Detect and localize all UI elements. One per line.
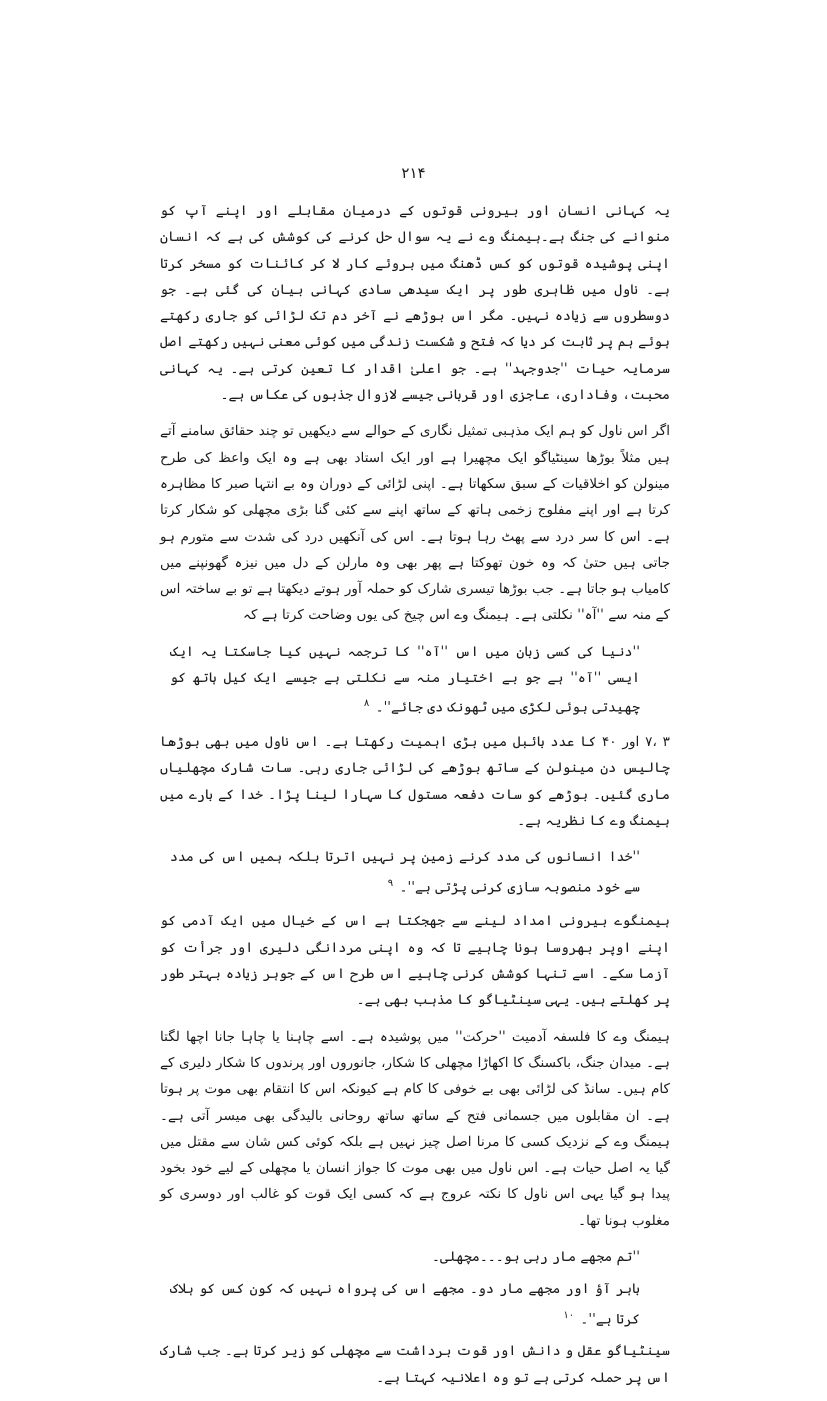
body-text [160, 198, 670, 1401]
footnote-marker: ۹ [387, 877, 394, 889]
block-quote-1 [170, 639, 640, 721]
quote-text: باہر آؤ اور مجھے مار دو۔ مجھے اس کی پرواہ نہیں کہ کون کس کو ہلاک کرتا ہے''۔ [170, 1281, 640, 1328]
page-number: ۲۱۴ [401, 164, 426, 182]
paragraph-1: یہ کہانی انسان اور بیرونی قوتوں کے درمیان مقابلے اور اپنے آپ کو منوانے کی جنگ ہے۔ہیمنگ وے نے یہ سوال حل کرنے کی کوشش کی ہے کہ انسان اپنی پوشیدہ قوتوں کو کس ڈھنگ میں بروئے کار لا کر کائنات کو مسخر کرتا ہے۔ ناول میں ظاہری طور پر ایک سیدھی سادی کہانی بیان کی گئی ہے۔ جو دوسطروں سے زیادہ نہیں۔ مگر اس بوڑھے نے آخر دم تک لڑائی کو جاری رکھتے ہوئے ہم پر ثابت کر دیا کہ فتح و شکست زندگی میں کوئی معنی نہیں رکھتے اصل سرمایہ حیات ''جدوجہد'' ہے۔ جو اعلیٰ اقدار کا تعین کرتی ہے۔ یہ کہانی محبت، وفاداری، عاجزی اور قربانی جیسے لازوال جذبوں کی عکاس ہے۔ [160, 203, 670, 404]
block-quote-2 [170, 844, 640, 900]
footnote-marker: ۱۰ [563, 1309, 575, 1321]
paragraph-4: ہیمنگوے بیرونی امداد لینے سے جھجکتا ہے اس کے خیال میں ایک آدمی کو اپنے اوپر بھروسا ہونا چاہیے تا کہ وہ اپنی مردانگی دلیری اور جرأت کو آزما سکے۔ اسے تنہا کوشش کرنی چاہیے اس طرح اس کے جوہر زیادہ بہتر طور پر کھلتے ہیں۔ یہی سینٹیاگو کا مذہب بھی ہے۔ [160, 913, 670, 1009]
footnote-marker: ۸ [363, 698, 370, 710]
paragraph-final: سینٹیاگو عقل و دانش اور قوت برداشت سے مچھلی کو زیر کرتا ہے۔ جب شارک اس پر حملہ کرتی ہے تو وہ اعلانیہ کہتا ہے۔ [160, 1343, 670, 1386]
quote-text: ''دنیا کی کسی زبان میں اس ''آہ'' کا ترجمہ نہیں کیا جاسکتا یہ ایک ایسی ''آہ'' ہے جو بے اختیار منہ سے نکلتی ہے جیسے ایک کیل ہاتھ کو چھیدتی ہوئی لکڑی میں ٹھونک دی جائے''۔ [170, 643, 640, 716]
paragraph-5: ہیمنگ وے کا فلسفہ آدمیت ''حرکت'' میں پوشیدہ ہے۔ اسے چاہنا یا چاہا جانا اچھا لگتا ہے۔ میدان جنگ، باکسنگ کا اکھاڑا مچھلی کا شکار، جانوروں اور پرندوں کا شکار دلیری کے کام ہیں۔ سانڈ کی لڑائی بھی بے خوفی کا کام ہے کیونکہ اس کا انتقام بھی موت پر ہوتا ہے۔ ان مقابلوں میں جسمانی فتح کے ساتھ ساتھ روحانی بالیدگی بھی میسر آتی ہے۔ ہیمنگ وے کے نزدیک کسی کا مرنا اصل چیز نہیں ہے بلکہ کوئی کس شان سے مقتل میں گیا یہ اصل حیات ہے۔ اس ناول میں بھی موت کا جواز انسان یا مچھلی کے لیے خود بخود پیدا ہو گیا یہی اس ناول کا نکتہ عروج ہے کہ کسی ایک قوت کو غالب اور دوسری کو مغلوب ہونا تھا۔ [160, 1028, 670, 1229]
block-quote-3-line-1: ''تم مجھے مار رہی ہو۔۔۔مچھلی۔ [432, 1249, 640, 1266]
paragraph-2: اگر اس ناول کو ہم ایک مذہبی تمثیل نگاری کے حوالے سے دیکھیں تو چند حقائق سامنے آتے ہیں مثلاً بوڑھا سینٹیاگو ایک مچھیرا ہے اور ایک استاد بھی ہے وہ ایک واعظ کی طرح مینولن کو اخلاقیات کے سبق سکھاتا ہے۔ اپنی لڑائی کے دوران وہ بے انتہا صبر کا مظاہرہ کرتا ہے اور اپنے مفلوج زخمی ہاتھ کے ساتھ اپنے سے کئی گنا بڑی مچھلی کو شکار کرتا ہے۔ اس کا سر درد سے پھٹ رہا ہوتا ہے۔ اس کی آنکھیں درد کی شدت سے متورم ہو جاتی ہیں حتیٰ کہ وہ خون تھوکتا ہے پھر بھی وہ مارلن کے دل میں نیزہ گھونپنے میں کامیاب ہو جاتا ہے۔ جب بوڑھا تیسری شارک کو حملہ آور ہوتے دیکھتا ہے تو بے ساختہ اس کے منہ سے ''آہ'' نکلتی ہے۔ ہیمنگ وے اس چیخ کی یوں وضاحت کرتا ہے کہ [160, 423, 670, 624]
paragraph-3: ۳ ،۷ اور ۴۰ کا عدد بائبل میں بڑی اہمیت رکھتا ہے۔ اس ناول میں بھی بوڑھا چالیس دن مینولن کے ساتھ بوڑھے کی لڑائی جاری رہی۔ سات شارک مچھلیاں ماری گئیں۔ بوڑھے کو سات دفعہ مستول کا سہارا لینا پڑا۔ خدا کے بارے میں ہیمنگ وے کا نظریہ ہے۔ [160, 734, 670, 830]
quote-text: ''خدا انسانوں کی مدد کرنے زمین پر نہیں اترتا بلکہ ہمیں اس کی مدد سے خود منصوبہ سازی کرنی پڑتی ہے''۔ [170, 849, 640, 896]
block-quote-3-line-2 [170, 1276, 640, 1332]
